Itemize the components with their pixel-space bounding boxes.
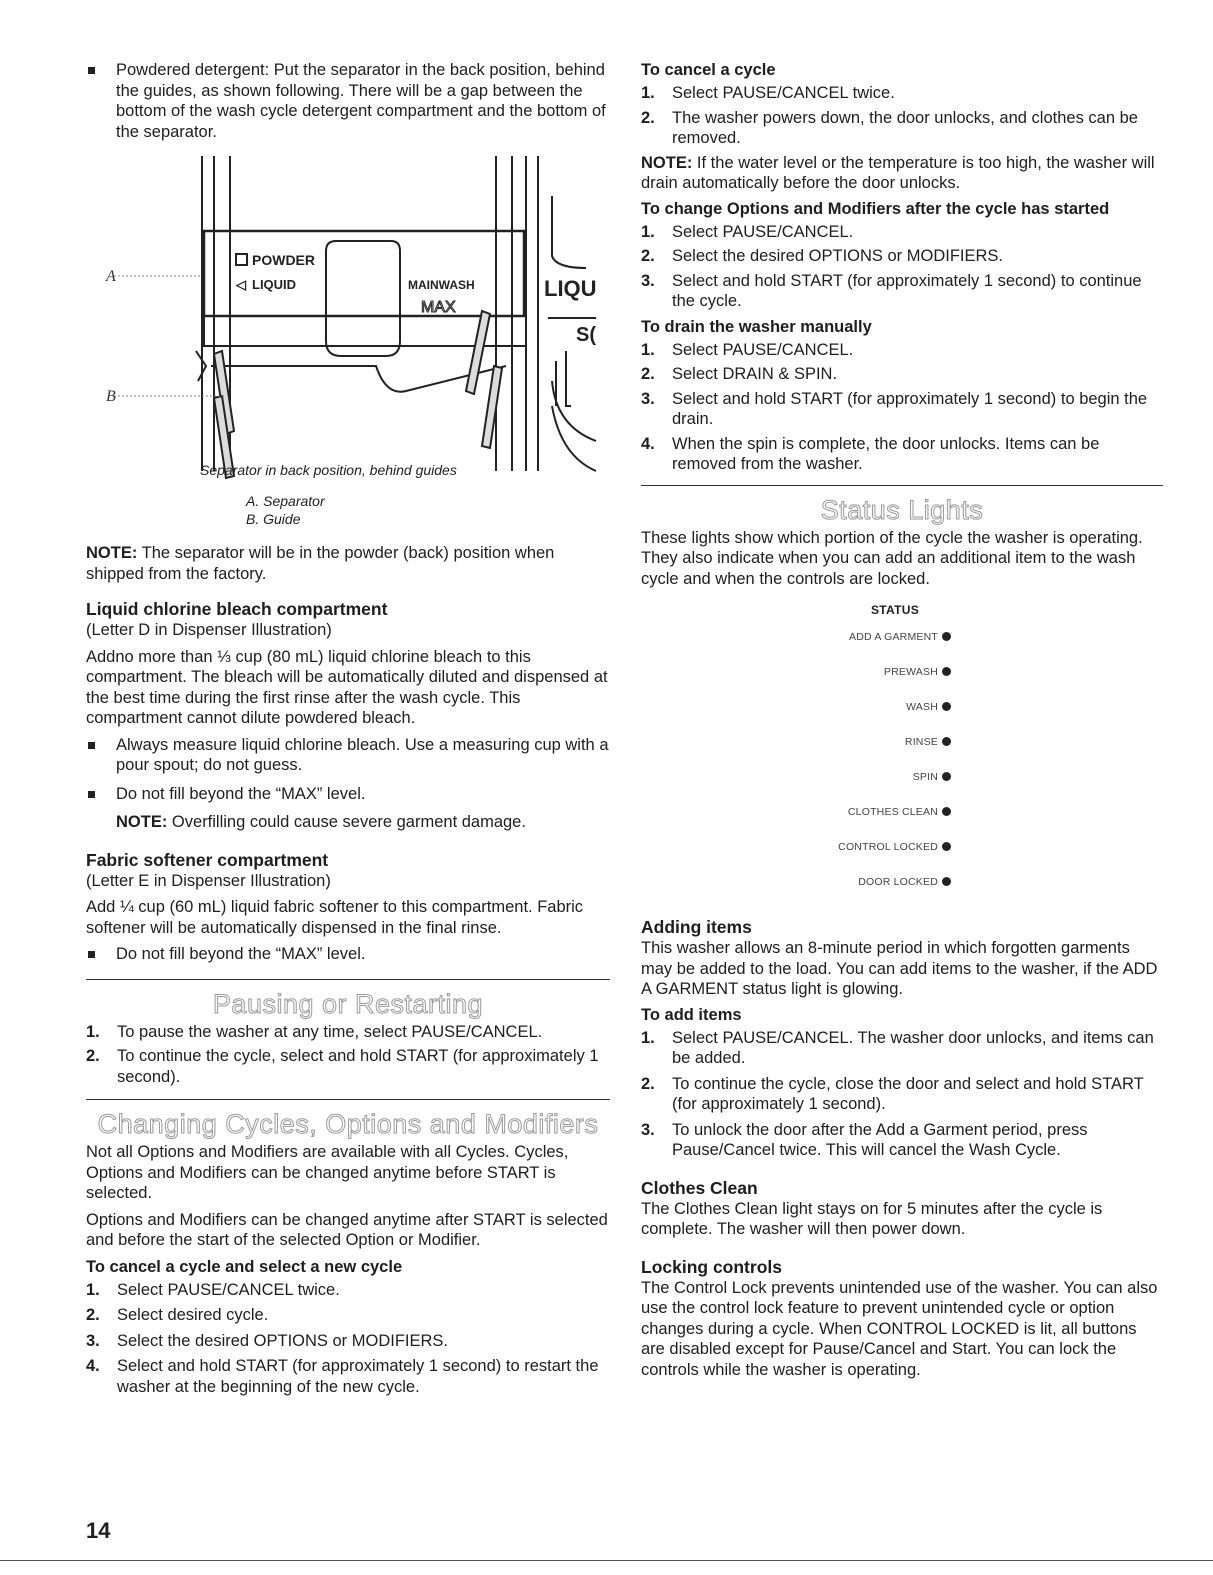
figure-caption: Separator in back position, behind guides xyxy=(200,462,457,478)
status-indicator-icon xyxy=(942,667,951,676)
status-light-label: WASH xyxy=(906,701,938,713)
step-item xyxy=(641,1028,1163,1069)
step-number: 2. xyxy=(641,247,655,265)
status-panel-title: STATUS xyxy=(871,603,920,617)
step-item xyxy=(86,1046,610,1087)
step-item xyxy=(641,271,1163,312)
pausing-section-title: Pausing or Restarting xyxy=(212,988,484,1019)
separator-note: NOTE: The separator will be in the powder (back) position when shipped from the factory. xyxy=(86,544,555,583)
status-indicator-icon xyxy=(942,807,951,816)
pausing-steps xyxy=(86,1022,610,1088)
step-text: To continue the cycle, select and hold START (for approximately 1 second). xyxy=(117,1047,599,1086)
step-text: Select PAUSE/CANCEL twice. xyxy=(672,84,895,102)
figure-max-label: MAX xyxy=(421,299,456,316)
separator-figure xyxy=(86,156,610,486)
step-number: 3. xyxy=(641,271,655,290)
status-light-label: DOOR LOCKED xyxy=(858,876,938,888)
status-light-row xyxy=(838,841,951,853)
softener-subheading: (Letter E in Dispenser Illustration) xyxy=(86,871,331,890)
step-text: When the spin is complete, the door unlocks. Items can be removed from the washer. xyxy=(672,434,1100,473)
bleach-subheading: (Letter D in Dispenser Illustration) xyxy=(86,621,332,639)
step-item xyxy=(86,1022,610,1043)
status-light-label: RINSE xyxy=(904,736,938,748)
status-light-row xyxy=(913,771,951,783)
step-number: 1. xyxy=(641,1028,655,1047)
section-divider xyxy=(86,979,610,980)
step-item xyxy=(86,1305,610,1326)
cancel-new-cycle-heading: To cancel a cycle and select a new cycle xyxy=(86,1257,403,1276)
step-number: 4. xyxy=(86,1357,100,1375)
step-text: Select PAUSE/CANCEL. xyxy=(672,222,854,241)
locking-controls-paragraph: The Control Lock prevents unintended use of the washer. You can also use the control lock feature to prevent unintended cycle or option changes during a cycle. When CONTROL LOCKED is lit, all buttons are disabled except for Pause/Cancel and Start. You can lock the controls while the washer is operating. xyxy=(641,1278,1158,1379)
clothes-clean-paragraph: The Clothes Clean light stays on for 5 minutes after the cycle is complete. The washer will then power down. xyxy=(641,1199,1103,1238)
status-indicator-icon xyxy=(942,702,951,711)
status-light-label: SPIN xyxy=(912,771,938,783)
step-number: 1. xyxy=(641,222,655,241)
add-items-steps xyxy=(641,1028,1163,1161)
step-text: To continue the cycle, close the door and select and hold START (for approximately 1 second). xyxy=(672,1074,1144,1113)
figure-s-fragment: S( xyxy=(576,324,596,346)
step-item xyxy=(641,1120,1163,1161)
figure-legend-b: B. Guide xyxy=(246,511,301,527)
status-lights-title: Status Lights xyxy=(820,494,984,525)
step-number: 4. xyxy=(641,434,655,453)
status-light-row xyxy=(849,631,951,643)
softener-bullet: Do not fill beyond the “MAX” level. xyxy=(86,944,610,965)
step-number: 2. xyxy=(86,1306,100,1324)
add-items-heading: To add items xyxy=(641,1005,742,1024)
changing-paragraph-1: Not all Options and Modifiers are available with all Cycles. Cycles, Options and Modifiers can be changed anytime before START is selected. xyxy=(86,1143,569,1202)
section-divider xyxy=(86,1099,610,1100)
step-number: 2. xyxy=(641,365,655,383)
step-text: Select the desired OPTIONS or MODIFIERS. xyxy=(672,247,1004,265)
step-number: 1. xyxy=(86,1022,100,1041)
step-item xyxy=(641,434,1163,475)
figure-label-b: B xyxy=(106,388,116,405)
step-item xyxy=(86,1356,610,1397)
status-indicator-icon xyxy=(942,842,951,851)
status-light-row xyxy=(906,701,951,713)
status-light-label: CONTROL LOCKED xyxy=(838,841,938,853)
step-item xyxy=(86,1280,610,1301)
step-item xyxy=(641,108,1163,149)
status-indicator-icon xyxy=(942,632,951,641)
locking-controls-heading: Locking controls xyxy=(641,1256,782,1277)
change-options-steps xyxy=(641,222,1163,312)
bleach-paragraph: Addno more than ⅓ cup (80 mL) liquid chlorine bleach to this compartment. The bleach will be automatically diluted and dispensed at the best time during the first rinse after the wash cycle. This compartment cannot dilute powdered bleach. xyxy=(86,647,608,727)
figure-liquid-label: LIQUID xyxy=(252,277,297,292)
step-number: 2. xyxy=(641,108,655,127)
cancel-cycle-heading: To cancel a cycle xyxy=(641,61,776,79)
softener-paragraph: Add ¼ cup (60 mL) liquid fabric softener to this compartment. Fabric softener will be automatically dispensed in the final rinse. xyxy=(86,898,584,937)
step-text: The washer powers down, the door unlocks, and clothes can be removed. xyxy=(672,108,1138,147)
change-options-heading: To change Options and Modifiers after the cycle has started xyxy=(641,199,1110,218)
figure-powder-label: POWDER xyxy=(252,252,315,268)
clothes-clean-heading: Clothes Clean xyxy=(641,1177,758,1198)
step-text: Select desired cycle. xyxy=(117,1306,269,1324)
status-light-label: CLOTHES CLEAN xyxy=(847,806,938,818)
step-item xyxy=(641,222,1163,243)
figure-legend-a: A. Separator xyxy=(246,493,325,509)
status-light-row xyxy=(848,806,951,818)
powder-detergent-bullet: Powdered detergent: Put the separator in the back position, behind the guides, as shown following. There will be a gap between the bottom of the wash cycle detergent compartment and the bottom of the separator. xyxy=(86,60,610,142)
water-level-note: NOTE: If the water level or the temperature is too high, the washer will drain automatically before the door unlocks. xyxy=(641,153,1155,192)
figure-mainwash-label: MAINWASH xyxy=(408,278,475,292)
step-item xyxy=(86,1331,610,1352)
status-light-row xyxy=(905,736,951,748)
step-text: Select PAUSE/CANCEL twice. xyxy=(117,1280,340,1299)
step-number: 1. xyxy=(641,84,655,102)
bleach-bullet-2: Do not fill beyond the “MAX” level. xyxy=(86,784,610,805)
step-text: To unlock the door after the Add a Garment period, press Pause/Cancel twice. This will cancel the Wash Cycle. xyxy=(672,1120,1088,1159)
left-column xyxy=(86,60,610,1397)
step-number: 2. xyxy=(86,1047,100,1065)
step-item xyxy=(641,389,1163,430)
figure-liqu-fragment: LIQU xyxy=(544,276,597,301)
bleach-bullet-1: Always measure liquid chlorine bleach. Use a measuring cup with a pour spout; do not guess. xyxy=(86,735,610,776)
step-number: 1. xyxy=(641,340,655,359)
step-text: Select and hold START (for approximately 1 second) to continue the cycle. xyxy=(672,271,1142,310)
step-number: 2. xyxy=(641,1074,655,1093)
step-number: 3. xyxy=(86,1331,100,1350)
step-number: 3. xyxy=(641,1120,655,1139)
step-item xyxy=(641,83,1163,104)
drain-heading: To drain the washer manually xyxy=(641,317,872,336)
status-indicator-icon xyxy=(942,737,951,746)
status-light-label: PREWASH xyxy=(883,666,938,678)
step-text: Select and hold START (for approximately 1 second) to begin the drain. xyxy=(672,389,1148,428)
page-number: 14 xyxy=(86,1518,111,1543)
status-indicator-icon xyxy=(942,877,951,886)
drain-steps xyxy=(641,340,1163,475)
svg-text:◁: ◁ xyxy=(236,277,246,292)
separator-illustration xyxy=(86,156,610,486)
step-number: 1. xyxy=(86,1280,100,1299)
adding-items-heading: Adding items xyxy=(641,917,752,937)
cancel-cycle-steps xyxy=(641,83,1163,149)
step-item xyxy=(641,246,1163,267)
status-panel xyxy=(641,603,1163,908)
step-text: Select and hold START (for approximately 1 second) to restart the washer at the beginning of the new cycle. xyxy=(117,1357,599,1396)
status-light-label: ADD A GARMENT xyxy=(849,631,938,643)
figure-label-a: A xyxy=(106,268,116,285)
changing-section-title: Changing Cycles, Options and Modifiers xyxy=(97,1109,599,1139)
status-light-row xyxy=(858,876,951,888)
changing-paragraph-2: Options and Modifiers can be changed anytime after START is selected and before the start of the selected Option or Modifier. xyxy=(86,1210,608,1249)
step-text: Select PAUSE/CANCEL. The washer door unlocks, and items can be added. xyxy=(672,1028,1154,1067)
status-light-row xyxy=(884,666,951,678)
bleach-heading: Liquid chlorine bleach compartment xyxy=(86,599,388,619)
step-item xyxy=(641,364,1163,385)
step-text: To pause the washer at any time, select PAUSE/CANCEL. xyxy=(117,1022,543,1041)
page-bottom-rule xyxy=(0,1560,1213,1561)
step-text: Select the desired OPTIONS or MODIFIERS. xyxy=(117,1331,449,1350)
status-lights-paragraph: These lights show which portion of the cycle the washer is operating. They also indicate when you can add an additional item to the wash cycle and when the controls are locked. xyxy=(641,528,1143,588)
bleach-note: NOTE: Overfilling could cause severe garment damage. xyxy=(116,813,526,831)
status-indicator-icon xyxy=(942,772,951,781)
adding-items-paragraph: This washer allows an 8-minute period in which forgotten garments may be added to the load. You can add items to the washer, if the ADD A GARMENT status light is glowing. xyxy=(641,939,1158,998)
softener-heading: Fabric softener compartment xyxy=(86,849,329,870)
section-divider xyxy=(641,485,1163,486)
step-item xyxy=(641,340,1163,361)
step-item xyxy=(641,1074,1163,1115)
step-text: Select PAUSE/CANCEL. xyxy=(672,340,854,359)
step-text: Select DRAIN & SPIN. xyxy=(672,365,838,383)
right-column xyxy=(641,60,1163,1380)
step-number: 3. xyxy=(641,389,655,408)
cancel-new-cycle-steps xyxy=(86,1280,610,1398)
